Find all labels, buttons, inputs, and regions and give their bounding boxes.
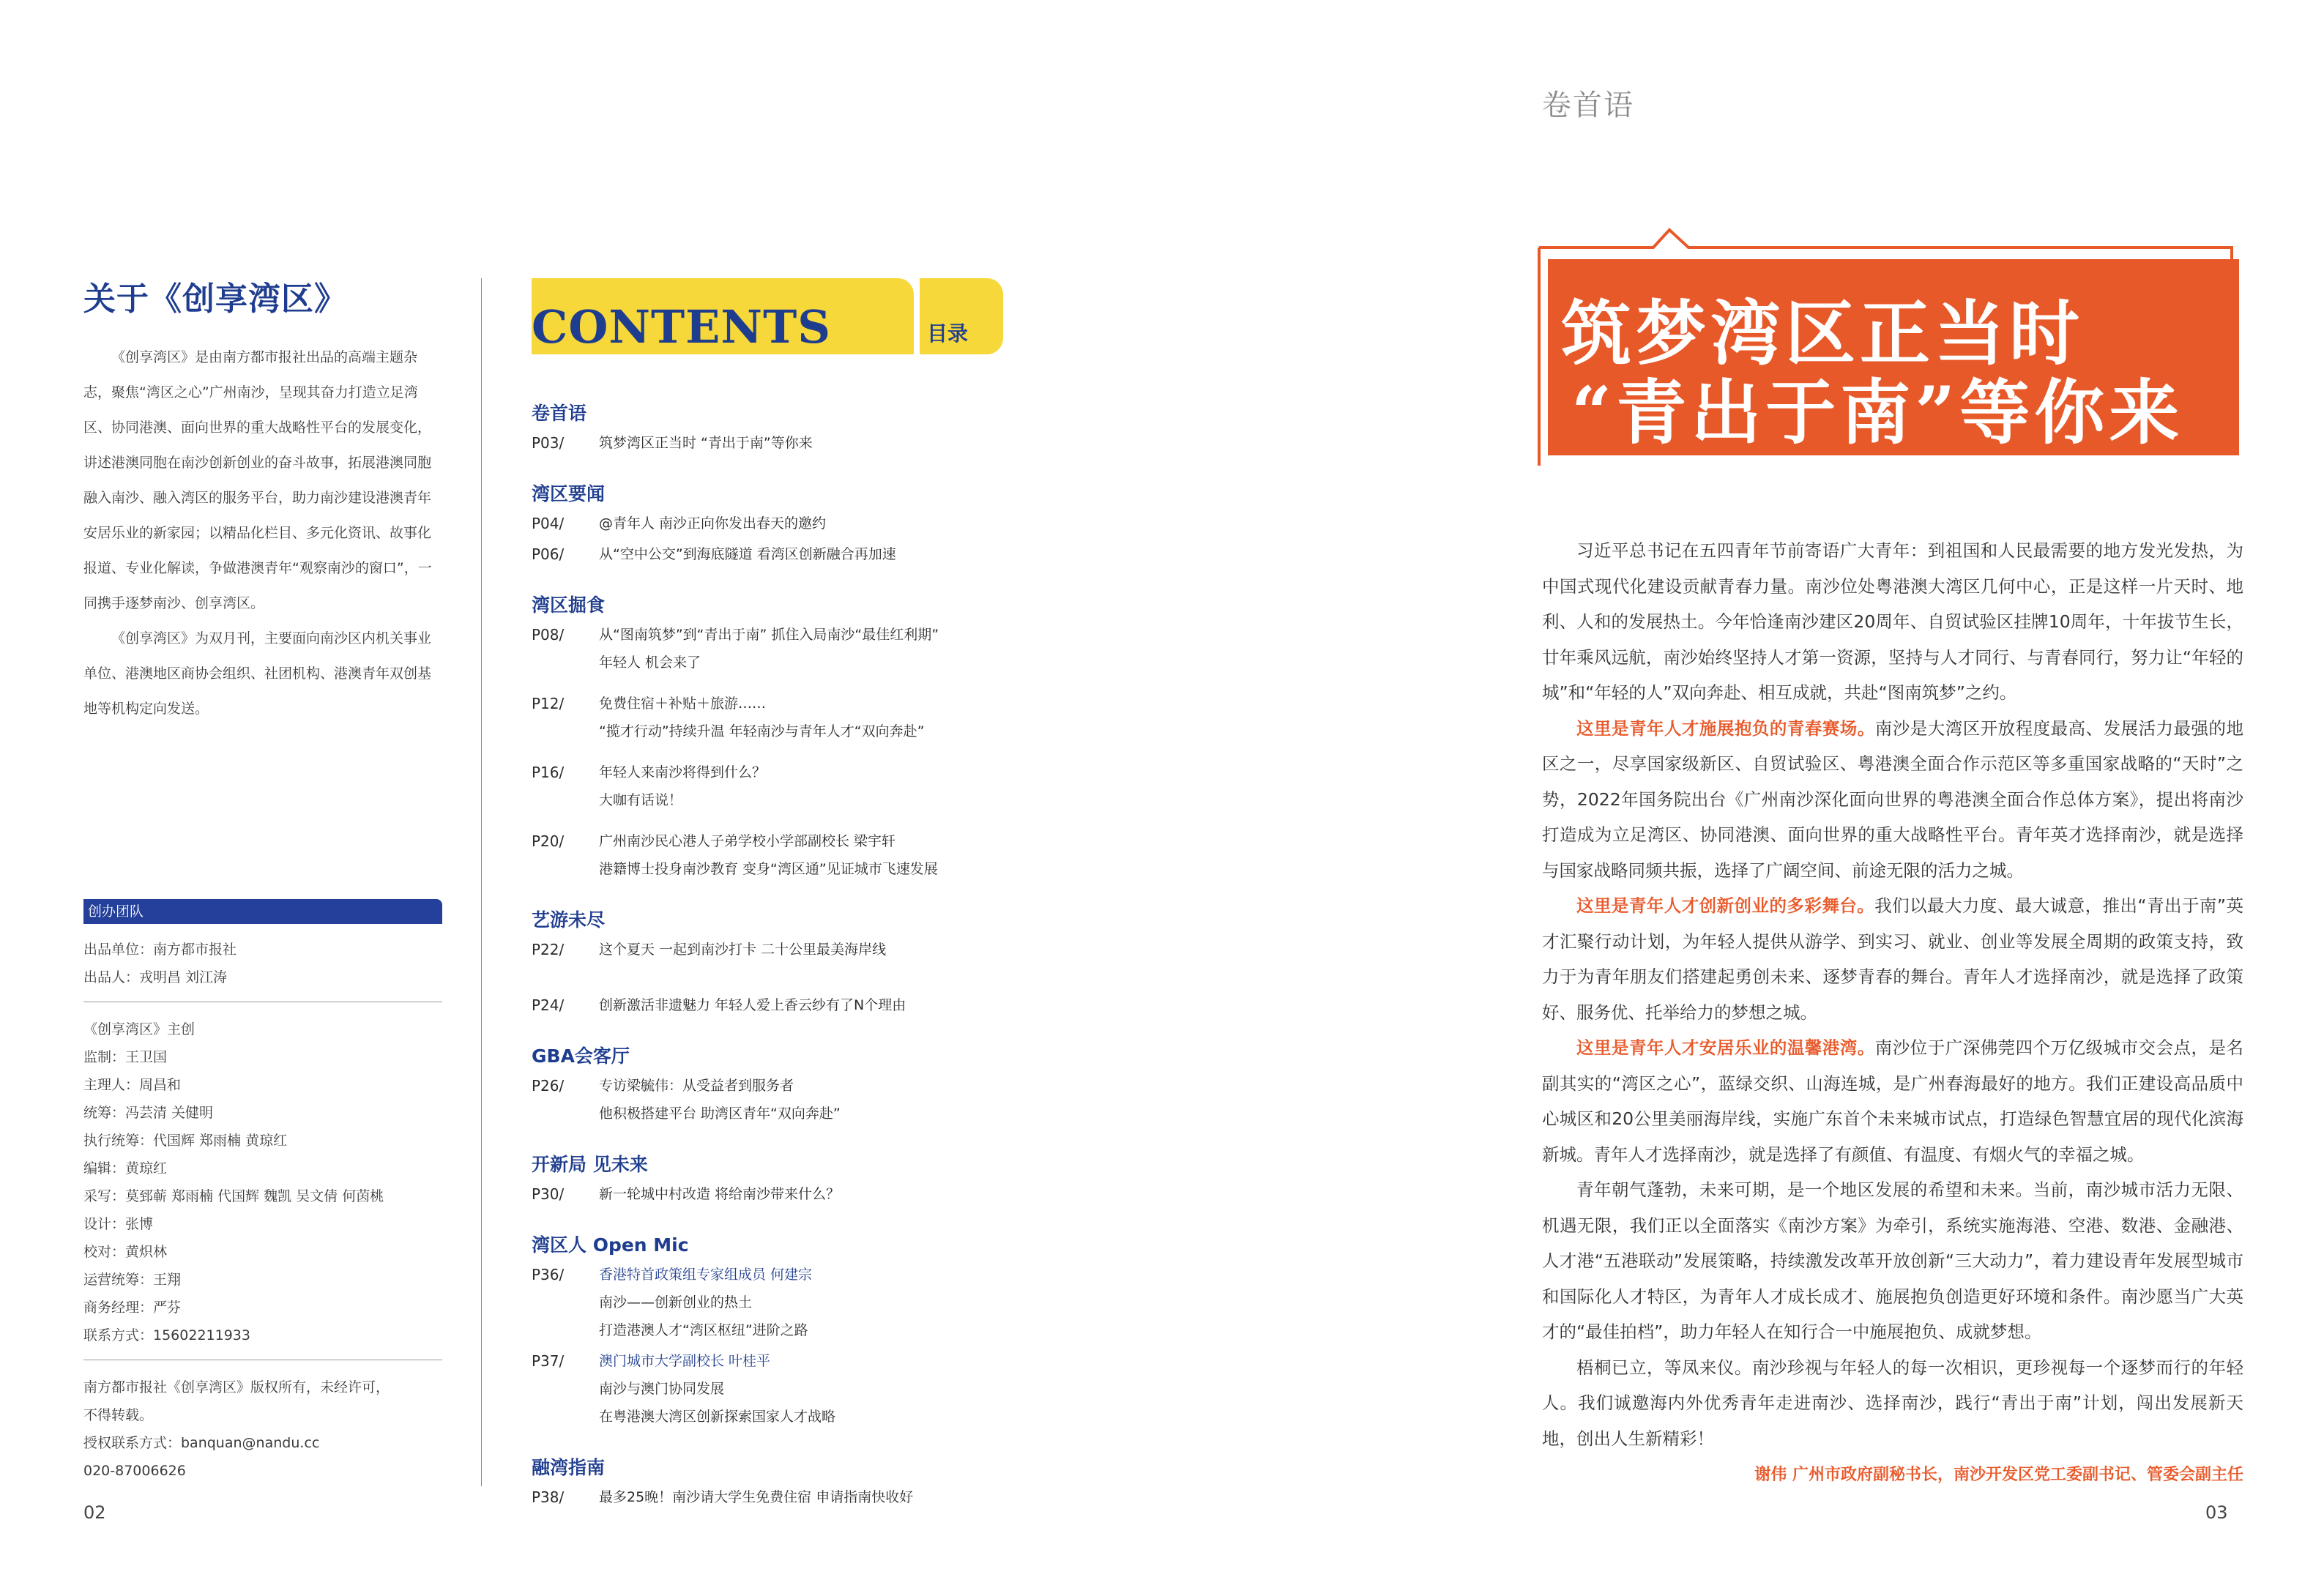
contents-header: [532, 278, 1003, 354]
license-contact[interactable]: 授权联系方式：banquan@nandu.cc: [83, 1435, 320, 1451]
toc-entry-title: 年轻人来南沙将得到什么？: [599, 764, 767, 780]
paragraph-text: 南沙位于广深佛莞四个万亿级城市交会点，是名副其实的“湾区之心”，蓝绿交织、山海连城，是广州春海最好的地方。我们正建设高品质中心城区和20公里美丽海岸线，实施广东首个未来城市试点，打造绿色智慧宜居的现代化滨海新城。青年人才选择南沙，就是选择了有颜值、有温度、有烟火气的幸福之城。: [1542, 1037, 2244, 1165]
toc-entry[interactable]: [532, 429, 1008, 457]
toc-page-number: P06/: [532, 545, 565, 563]
team-header-bar: 创办团队: [83, 899, 442, 924]
team-coordinator: 统筹：冯芸清 关健明: [83, 1105, 214, 1121]
team-supervisor: 监制：王卫国: [83, 1049, 168, 1065]
contents-title-tab: [920, 278, 1003, 354]
author-signature: 谢伟 广州市政府副秘书长，南沙开发区党工委副书记、管委会副主任: [1754, 1466, 2243, 1484]
toc-entry-title: 从“空中公交”到海底隧道 看湾区创新融合再加速: [599, 546, 896, 562]
toc-entry[interactable]: [532, 510, 1008, 537]
highlight-sentence: 这里是青年人才创新创业的多彩舞台。: [1576, 895, 1875, 916]
team-editorial-title: 《创享湾区》主创: [83, 1021, 195, 1037]
team-exec-coordinator: 执行统筹：代国辉 郑雨楠 黄琼红: [83, 1133, 288, 1149]
contents-title-box: [532, 278, 914, 354]
toc-page-number: P08/: [532, 626, 565, 644]
toc-page-number: P30/: [532, 1185, 565, 1203]
paragraph-text: 南沙是大湾区开放程度最高、发展活力最强的地区之一，尽享国家级新区、自贸试验区、粤港澳全面合作示范区等多重国家战略的“天时”之势，2022年国务院出台《广州南沙深化面向世界的粤港澳全面合作总体方案》，提出将南沙打造成为立足湾区、协同港澳、面向世界的重大战略性平台。青年英才选择南沙，就是选择与国家战略同频共振，选择了广阔空间、前途无限的活力之城。: [1542, 717, 2244, 881]
about-section: [83, 272, 442, 726]
headline-line-2: “青出于南”等你来: [1571, 371, 2184, 454]
toc-entry[interactable]: [532, 1261, 1008, 1344]
team-editor: 编辑：黄琼红: [83, 1160, 168, 1177]
toc-section: [532, 401, 1008, 457]
toc-entry-title: 免费住宿＋补贴＋旅游……: [599, 696, 767, 712]
toc-entry-title: 创新激活非遗魅力 年轻人爱上香云纱有了N个理由: [599, 997, 906, 1013]
toc-entry[interactable]: [532, 1180, 1008, 1208]
toc-page-number: P16/: [532, 764, 565, 781]
toc-entry-person: 澳门城市大学副校长 叶桂平: [599, 1353, 771, 1369]
toc-page-number: P20/: [532, 832, 565, 850]
toc-entry[interactable]: [532, 690, 1008, 745]
toc-entry[interactable]: [532, 991, 1008, 1019]
toc-entry-subtitle: 他积极搭建平台 助湾区青年“双向奔赴”: [599, 1106, 841, 1122]
toc-page-number: P03/: [532, 434, 565, 452]
toc-entry-title: 广州南沙民心港人子弟学校小学部副校长 梁宇轩: [599, 833, 896, 849]
contents-title-en: CONTENTS: [532, 300, 832, 354]
contents-section: [532, 278, 1008, 1511]
team-editor-in-chief: 主理人：周昌和: [83, 1077, 182, 1093]
article-paragraph: 习近平总书记在五四青年节前寄语广大青年：到祖国和人民最需要的地方发光发热，为中国式现代化建设贡献青春力量。南沙位处粤港澳大湾区几何中心，正是这样一片天时、地利、人和的发展热土。今年恰逢南沙建区20周年、自贸试验区挂牌10周年，十年拔节生长，廿年乘风远航，南沙始终坚持人才第一资源，坚持与人才同行、与青春同行，努力让“年轻的城”和“年轻的人”双向奔赴、相互成就，共赴“图南筑梦”之约。: [1542, 540, 2243, 703]
article-paragraph: [1542, 711, 2243, 889]
column-divider: [481, 278, 482, 1486]
article-paragraph: 青年朝气蓬勃，未来可期，是一个地区发展的希望和未来。当前，南沙城市活力无限、机遇无限，我们正以全面落实《南沙方案》为牵引，系统实施海港、空港、数港、金融港、人才港“五港联动”发展策略，持续激发改革开放创新“三大动力”，着力建设青年发展型城市和国际化人才特区，为青年人才成长成才、施展抱负创造更好环境和条件。南沙愿当广大英才的“最佳拍档”，助力年轻人在知行合一中施展抱负、成就梦想。: [1542, 1179, 2243, 1342]
toc-section-title: 湾区要闻: [532, 483, 606, 504]
page-number-left: 02: [83, 1502, 106, 1523]
phone-number: 020-87006626: [83, 1463, 186, 1479]
toc-section-title: 湾区掘食: [532, 594, 606, 616]
article-paragraph: [1542, 888, 2243, 1030]
toc-entry-subtitle: 在粤港澳大湾区创新探索国家人才战略: [599, 1409, 836, 1425]
toc-entry-subtitle: “揽才行动”持续升温 年轻南沙与青年人才“双向奔赴”: [599, 723, 925, 739]
headline-block: [1536, 227, 2241, 471]
copyright-line: 不得转载。: [83, 1407, 154, 1423]
toc-section: [532, 593, 1008, 883]
team-contact: 联系方式：15602211933: [83, 1327, 250, 1343]
about-paragraph: 《创享湾区》为双月刊，主要面向南沙区内机关事业单位、港澳地区商协会组织、社团机构、港澳青年双创基地等机构定向发送。: [83, 630, 432, 717]
article-paragraph: [1542, 1030, 2243, 1172]
about-title: 关于《创享湾区》: [83, 280, 347, 318]
toc-entry-title: 专访梁毓伟：从受益者到服务者: [599, 1078, 794, 1094]
team-producers: 出品人：戎明昌 刘江涛: [83, 969, 228, 985]
team-section: [83, 899, 442, 1485]
toc-section-title: 融湾指南: [532, 1457, 606, 1478]
toc-entry-subtitle: 南沙——创新创业的热土: [599, 1294, 753, 1311]
about-paragraph: 《创享湾区》是由南方都市报社出品的高端主题杂志，聚焦“湾区之心”广州南沙，呈现其奋力打造立足湾区、协同港澳、面向世界的重大战略性平台的发展变化，讲述港澳同胞在南沙创新创业的奋斗故事，拓展港澳同胞融入南沙、融入湾区的服务平台，助力南沙建设港澳青年安居乐业的新家园；以精品化栏目、多元化资讯、故事化报道、专业化解读，争做港澳青年“观察南沙的窗口”，一同携手逐梦南沙、创享湾区。: [83, 349, 432, 611]
highlight-sentence: 这里是青年人才施展抱负的青春赛场。: [1576, 717, 1875, 739]
toc-page-number: P36/: [532, 1266, 565, 1283]
toc-entry[interactable]: [532, 1072, 1008, 1127]
page-number-right: 03: [2205, 1502, 2228, 1523]
toc-entry-subtitle: 大咖有话说！: [599, 792, 683, 808]
team-publisher: 出品单位：南方都市报社: [83, 942, 237, 958]
toc-section-title: GBA会客厅: [532, 1045, 630, 1067]
headline-line-1: 筑梦湾区正当时: [1561, 292, 2084, 375]
toc-section: [532, 1455, 1008, 1511]
toc-entry[interactable]: [532, 936, 1008, 963]
toc-page-number: P04/: [532, 515, 565, 532]
toc-entry[interactable]: [532, 1347, 1008, 1431]
toc-section: [532, 908, 1008, 1019]
toc-entry-subtitle: 年轻人 机会来了: [599, 655, 701, 671]
toc-page-number: P12/: [532, 695, 565, 712]
article-body: [1542, 533, 2243, 1493]
toc-section-title: 开新局 见未来: [532, 1154, 648, 1175]
toc-entry[interactable]: [532, 827, 1008, 883]
toc-entry-person: 香港特首政策组专家组成员 何建宗: [599, 1267, 813, 1283]
toc-entry-subtitle: 打造港澳人才“湾区枢纽”进阶之路: [599, 1322, 808, 1338]
toc-entry[interactable]: [532, 621, 1008, 676]
toc-entry-title: 最多25晚！南沙请大学生免费住宿 申请指南快收好: [599, 1489, 914, 1505]
paragraph-text: 我们以最大力度、最大诚意，推出“青出于南”英才汇聚行动计划，为年轻人提供从游学、到实习、就业、创业等发展全周期的政策支持，致力于为青年朋友们搭建起勇创未来、逐梦青春的舞台。青年人才选择南沙，就是选择了政策好、服务优、托举给力的梦想之城。: [1542, 895, 2243, 1023]
copyright-line: 南方都市报社《创享湾区》版权所有，未经许可，: [83, 1379, 390, 1395]
toc-entry-title: 筑梦湾区正当时 “青出于南”等你来: [599, 435, 813, 451]
toc-section-title: 艺游未尽: [532, 909, 606, 931]
toc-entry-title: @青年人 南沙正向你发出春天的邀约: [599, 515, 827, 532]
toc-entry-subtitle: 南沙与澳门协同发展: [599, 1381, 725, 1397]
toc-entry[interactable]: [532, 540, 1008, 568]
team-proofreading: 校对：黄炽林: [83, 1244, 168, 1260]
team-reporters: 采写：莫郅蕲 郑雨楠 代国辉 魏凯 吴文倩 何茵桃: [83, 1188, 384, 1204]
toc-entry-subtitle: 港籍博士投身南沙教育 变身“湾区通”见证城市飞速发展: [599, 861, 938, 877]
toc-entry-title: 从“图南筑梦”到“青出于南” 抓住入局南沙“最佳红利期”: [599, 627, 939, 643]
toc-page-number: P26/: [532, 1077, 565, 1095]
team-operations: 运营统筹：王翔: [83, 1272, 182, 1288]
toc-page-number: P37/: [532, 1352, 565, 1370]
toc-section: [532, 1152, 1008, 1208]
toc-section: [532, 1044, 1008, 1127]
toc-page-number: P22/: [532, 941, 565, 958]
team-business: 商务经理：严芬: [83, 1300, 182, 1316]
section-label: 卷首语: [1542, 89, 1634, 122]
highlight-sentence: 这里是青年人才安居乐业的温馨港湾。: [1576, 1037, 1875, 1058]
contents-title-cn: 目录: [927, 321, 969, 346]
toc-section: [532, 1233, 1008, 1431]
team-design: 设计：张博: [83, 1216, 154, 1232]
toc-page-number: P38/: [532, 1488, 565, 1506]
toc-entry[interactable]: [532, 1483, 1008, 1511]
toc-section-title: 湾区人 Open Mic: [532, 1234, 689, 1256]
toc-entry[interactable]: [532, 758, 1008, 814]
toc-entry-title: 这个夏天 一起到南沙打卡 二十公里最美海岸线: [599, 942, 887, 958]
toc-section: [532, 482, 1008, 568]
toc-entry-title: 新一轮城中村改造 将给南沙带来什么？: [599, 1186, 841, 1202]
toc-page-number: P24/: [532, 996, 565, 1014]
article-paragraph: 梧桐已立，等凤来仪。南沙珍视与年轻人的每一次相识，更珍视每一个逐梦而行的年轻人。我们诚邀海内外优秀青年走进南沙、选择南沙，践行“青出于南”计划，闯出发展新天地，创出人生新精彩！: [1542, 1357, 2243, 1449]
toc-section-title: 卷首语: [532, 403, 587, 424]
